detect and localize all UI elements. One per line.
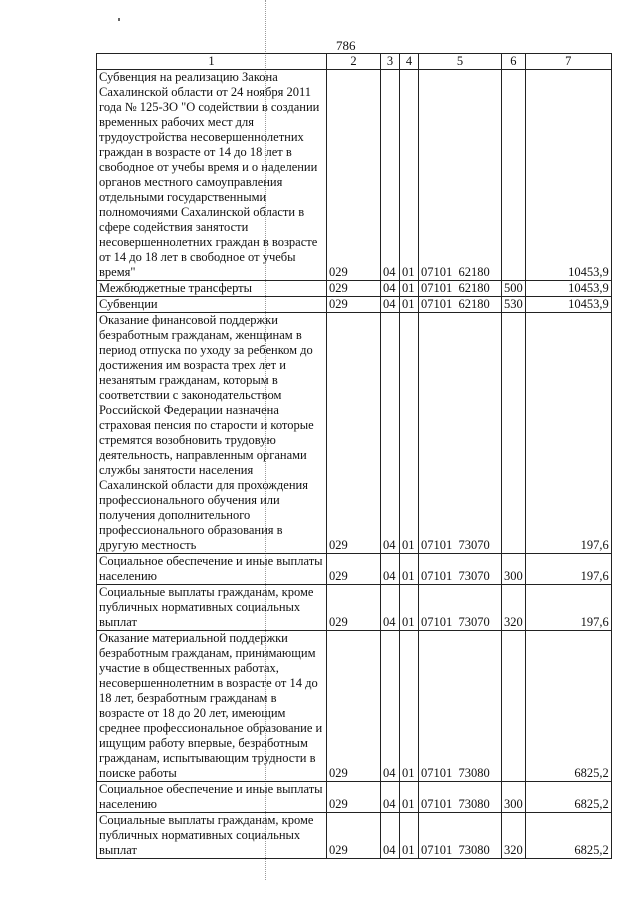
target-article-cell	[419, 813, 502, 859]
subsection-code-cell-text: 01	[402, 265, 415, 279]
row-name-cell-text: Межбюджетные трансферты	[99, 281, 253, 295]
column-header: 6	[502, 54, 526, 70]
row-name-cell	[97, 585, 327, 631]
table-row	[97, 782, 612, 813]
expense-type-cell-text: 300	[504, 569, 523, 583]
section-code-cell-text: 04	[383, 281, 396, 295]
row-name-cell-text: Оказание финансовой поддержки безработным гражданам, женщинам в период отпуска по уходу за ребенком до достижения им возраста трех лет и незанятым гражданам, которым в соответствии с законодательством Российской Федерации назначена страховая пенсия по старости и которые стремятся возобновить трудовую деятельность, направленным органами службы занятости населения Сахалинской области для прохождения профессионального обучения или получения дополнительного профессионального образования в другую местность	[99, 313, 314, 552]
amount-cell-text: 197,6	[580, 615, 609, 629]
section-code-cell-text: 04	[383, 766, 396, 780]
column-header: 1	[97, 54, 327, 70]
ministry-code-cell-text: 029	[329, 297, 348, 311]
table-row	[97, 70, 612, 281]
section-code-cell	[381, 281, 400, 297]
expense-type-cell-text: 530	[504, 297, 523, 311]
ministry-code-cell-text: 029	[329, 569, 348, 583]
subsection-code-cell	[400, 782, 419, 813]
section-code-cell-text: 04	[383, 615, 396, 629]
row-name-cell-text: Субвенция на реализацию Закона Сахалинской области от 24 ноября 2011 года № 125-ЗО "О содействии в создании временных рабочих мест для трудоустройства несовершеннолетних граждан в возрасте от 14 до 18 лет в свободное от учебы время и о наделении органов местного самоуправления отдельными государственными полномочиями Сахалинской области в сфере содействия занятости несовершеннолетних граждан в возрасте от 14 до 18 лет в свободное от учебы время"	[99, 70, 320, 279]
section-code-cell	[381, 631, 400, 782]
amount-cell	[525, 313, 611, 554]
row-name-cell	[97, 297, 327, 313]
amount-cell-text: 10453,9	[568, 265, 609, 279]
subsection-code-cell-text: 01	[402, 297, 415, 311]
row-name-cell-text: Социальное обеспечение и иные выплаты населению	[99, 554, 323, 583]
ministry-code-cell	[327, 313, 381, 554]
expense-type-cell-text: 300	[504, 797, 523, 811]
ministry-code-cell-text: 029	[329, 615, 348, 629]
expense-type-cell-text: 320	[504, 615, 523, 629]
table-row	[97, 585, 612, 631]
expense-type-cell-text: 500	[504, 281, 523, 295]
target-article-cell-text: 07101 73080	[421, 766, 490, 780]
subsection-code-cell	[400, 585, 419, 631]
table-row	[97, 554, 612, 585]
ministry-code-cell	[327, 297, 381, 313]
subsection-code-cell	[400, 297, 419, 313]
ministry-code-cell	[327, 782, 381, 813]
subsection-code-cell-text: 01	[402, 843, 415, 857]
amount-cell	[525, 631, 611, 782]
column-header: 2	[327, 54, 381, 70]
row-name-cell	[97, 813, 327, 859]
section-code-cell	[381, 313, 400, 554]
target-article-cell	[419, 631, 502, 782]
section-code-cell-text: 04	[383, 843, 396, 857]
ministry-code-cell	[327, 70, 381, 281]
subsection-code-cell-text: 01	[402, 766, 415, 780]
section-code-cell	[381, 585, 400, 631]
column-header: 5	[419, 54, 502, 70]
target-article-cell-text: 07101 73070	[421, 538, 490, 552]
target-article-cell-text: 07101 73070	[421, 615, 490, 629]
amount-cell	[525, 782, 611, 813]
subsection-code-cell	[400, 813, 419, 859]
expense-type-cell	[502, 297, 526, 313]
subsection-code-cell-text: 01	[402, 797, 415, 811]
target-article-cell-text: 07101 73070	[421, 569, 490, 583]
ministry-code-cell	[327, 631, 381, 782]
ministry-code-cell-text: 029	[329, 538, 348, 552]
row-name-cell-text: Субвенции	[99, 297, 158, 311]
expense-type-cell	[502, 631, 526, 782]
target-article-cell	[419, 585, 502, 631]
table-row	[97, 313, 612, 554]
row-name-cell	[97, 782, 327, 813]
row-name-cell	[97, 281, 327, 297]
expense-type-cell	[502, 813, 526, 859]
subsection-code-cell-text: 01	[402, 569, 415, 583]
target-article-cell-text: 07101 62180	[421, 281, 490, 295]
table-row	[97, 813, 612, 859]
section-code-cell	[381, 782, 400, 813]
target-article-cell	[419, 70, 502, 281]
section-code-cell	[381, 297, 400, 313]
target-article-cell-text: 07101 62180	[421, 265, 490, 279]
row-name-cell-text: Социальные выплаты гражданам, кроме публичных нормативных социальных выплат	[99, 585, 314, 629]
column-header: 4	[400, 54, 419, 70]
expense-type-cell-text: 320	[504, 843, 523, 857]
amount-cell	[525, 554, 611, 585]
target-article-cell	[419, 281, 502, 297]
amount-cell	[525, 281, 611, 297]
row-name-cell-text: Социальное обеспечение и иные выплаты населению	[99, 782, 323, 811]
target-article-cell	[419, 297, 502, 313]
amount-cell-text: 6825,2	[574, 766, 609, 780]
amount-cell	[525, 297, 611, 313]
column-header: 3	[381, 54, 400, 70]
section-code-cell	[381, 554, 400, 585]
section-code-cell-text: 04	[383, 265, 396, 279]
subsection-code-cell	[400, 313, 419, 554]
expense-type-cell	[502, 281, 526, 297]
row-name-cell-text: Оказание материальной поддержки безработным гражданам, принимающим участие в общественных работах, несовершеннолетним в возрасте от 14 до 18 лет, безработным гражданам в возрасте от 18 до 20 лет, имеющим среднее профессиональное образование и ищущим работу впервые, безработным гражданам, испытывающим трудности в поиске работы	[99, 631, 323, 780]
expense-type-cell	[502, 585, 526, 631]
page-number: 786	[336, 38, 356, 53]
amount-cell	[525, 585, 611, 631]
ministry-code-cell	[327, 281, 381, 297]
scan-speck	[118, 18, 120, 21]
target-article-cell	[419, 782, 502, 813]
target-article-cell-text: 07101 73080	[421, 797, 490, 811]
amount-cell-text: 6825,2	[574, 843, 609, 857]
section-code-cell	[381, 813, 400, 859]
row-name-cell	[97, 70, 327, 281]
ministry-code-cell	[327, 813, 381, 859]
target-article-cell-text: 07101 73080	[421, 843, 490, 857]
amount-cell-text: 197,6	[580, 569, 609, 583]
table-row	[97, 297, 612, 313]
amount-cell	[525, 813, 611, 859]
expense-type-cell	[502, 782, 526, 813]
subsection-code-cell-text: 01	[402, 281, 415, 295]
ministry-code-cell-text: 029	[329, 265, 348, 279]
table-row	[97, 281, 612, 297]
section-code-cell-text: 04	[383, 797, 396, 811]
row-name-cell	[97, 313, 327, 554]
amount-cell-text: 10453,9	[568, 297, 609, 311]
column-header: 7	[525, 54, 611, 70]
ministry-code-cell	[327, 585, 381, 631]
section-code-cell-text: 04	[383, 297, 396, 311]
target-article-cell	[419, 313, 502, 554]
amount-cell	[525, 70, 611, 281]
row-name-cell	[97, 631, 327, 782]
amount-cell-text: 197,6	[580, 538, 609, 552]
subsection-code-cell	[400, 631, 419, 782]
ministry-code-cell-text: 029	[329, 766, 348, 780]
expense-type-cell	[502, 70, 526, 281]
expense-type-cell	[502, 554, 526, 585]
section-code-cell-text: 04	[383, 538, 396, 552]
target-article-cell	[419, 554, 502, 585]
section-code-cell	[381, 70, 400, 281]
ministry-code-cell	[327, 554, 381, 585]
subsection-code-cell-text: 01	[402, 538, 415, 552]
target-article-cell-text: 07101 62180	[421, 297, 490, 311]
ministry-code-cell-text: 029	[329, 843, 348, 857]
subsection-code-cell	[400, 554, 419, 585]
expense-type-cell	[502, 313, 526, 554]
row-name-cell-text: Социальные выплаты гражданам, кроме публичных нормативных социальных выплат	[99, 813, 314, 857]
amount-cell-text: 6825,2	[574, 797, 609, 811]
subsection-code-cell-text: 01	[402, 615, 415, 629]
subsection-code-cell	[400, 281, 419, 297]
table-row	[97, 631, 612, 782]
subsection-code-cell	[400, 70, 419, 281]
amount-cell-text: 10453,9	[568, 281, 609, 295]
ministry-code-cell-text: 029	[329, 281, 348, 295]
section-code-cell-text: 04	[383, 569, 396, 583]
budget-table	[96, 53, 612, 859]
column-header-row	[97, 54, 612, 70]
row-name-cell	[97, 554, 327, 585]
ministry-code-cell-text: 029	[329, 797, 348, 811]
